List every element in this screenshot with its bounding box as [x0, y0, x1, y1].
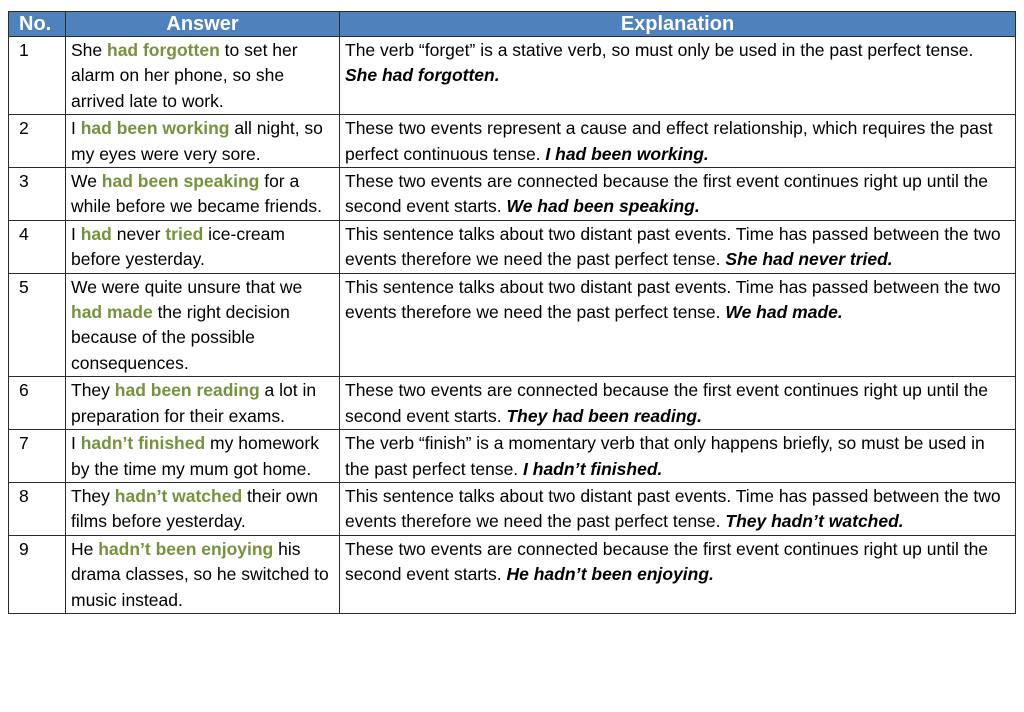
- explanation-cell: [340, 273, 1016, 377]
- explanation-emphasis: We had been speaking.: [501, 196, 700, 217]
- highlighted-verb: had been reading: [114, 380, 260, 401]
- explanation-emphasis: They had been reading.: [501, 405, 702, 426]
- answer-table: [8, 11, 1016, 614]
- answer-text: He: [71, 538, 99, 559]
- answer-text: We: [71, 171, 102, 192]
- row-number: 5: [9, 273, 66, 377]
- header-answer: Answer: [66, 12, 340, 37]
- answer-cell: [66, 220, 340, 273]
- explanation-cell: [340, 115, 1016, 168]
- answer-cell: [66, 273, 340, 377]
- row-number: 6: [9, 377, 66, 430]
- answer-text: never: [111, 223, 166, 244]
- highlighted-verb: hadn’t watched: [114, 485, 243, 506]
- row-number: 8: [9, 482, 66, 535]
- explanation-text: These two events are connected because the first event continues right up until the second event starts.: [345, 538, 989, 585]
- highlighted-verb: had been working: [80, 118, 230, 139]
- answer-text: a lot in preparation for their exams.: [71, 380, 317, 426]
- table-row: [9, 430, 1016, 483]
- explanation-text: These two events are connected because the first event continues right up until the second event starts.: [345, 380, 989, 426]
- explanation-cell: [340, 377, 1016, 430]
- explanation-text: The verb “finish” is a momentary verb that only happens briefly, so must be used in the past perfect tense.: [345, 433, 985, 479]
- row-number: 3: [9, 168, 66, 221]
- answer-text: my homework by the time my mum got home.: [71, 433, 319, 479]
- answer-cell: [66, 115, 340, 168]
- explanation-cell: [340, 37, 1016, 115]
- header-no: No.: [9, 12, 66, 37]
- answer-cell: [66, 535, 340, 613]
- explanation-emphasis: I hadn’t finished.: [523, 458, 663, 479]
- table-row: [9, 37, 1016, 115]
- answer-cell: [66, 377, 340, 430]
- explanation-cell: [340, 168, 1016, 221]
- explanation-text: These two events are connected because the first event continues right up until the second event starts.: [345, 171, 989, 217]
- explanation-text: This sentence talks about two distant past events. Time has passed between the two events therefore we need the past perfect tense.: [345, 223, 1001, 270]
- answer-text: to set her alarm on her phone, so she arrived late to work.: [71, 40, 298, 111]
- answer-text: for a while before we became friends.: [71, 171, 322, 217]
- answer-text: They: [71, 380, 115, 401]
- table-row: [9, 115, 1016, 168]
- answer-text: I: [71, 433, 81, 454]
- highlighted-verb: hadn’t been enjoying: [98, 538, 274, 559]
- table-header-row: [9, 12, 1016, 37]
- answer-text: ice-cream before yesterday.: [71, 223, 285, 270]
- answer-text: We were quite unsure that we: [71, 276, 303, 297]
- table-row: [9, 482, 1016, 535]
- highlighted-verb: tried: [165, 223, 204, 244]
- explanation-cell: [340, 220, 1016, 273]
- row-number: 7: [9, 430, 66, 483]
- table-row: [9, 535, 1016, 613]
- explanation-emphasis: She had forgotten.: [345, 65, 500, 86]
- row-number: 9: [9, 535, 66, 613]
- header-explanation: Explanation: [340, 12, 1016, 37]
- explanation-cell: [340, 535, 1016, 613]
- explanation-text: These two events represent a cause and effect relationship, which requires the past perfect continuous tense.: [345, 118, 993, 164]
- explanation-emphasis: I had been working.: [545, 143, 709, 164]
- explanation-emphasis: They hadn’t watched.: [725, 511, 904, 532]
- highlighted-verb: had: [80, 223, 112, 244]
- answer-cell: [66, 430, 340, 483]
- answer-text: his drama classes, so he switched to music instead.: [71, 538, 329, 610]
- row-number: 2: [9, 115, 66, 168]
- table-row: [9, 273, 1016, 377]
- explanation-text: This sentence talks about two distant past events. Time has passed between the two events therefore we need the past perfect tense.: [345, 276, 1001, 323]
- answer-text: all night, so my eyes were very sore.: [71, 118, 323, 164]
- answer-cell: [66, 168, 340, 221]
- explanation-emphasis: She had never tried.: [725, 249, 893, 270]
- answer-text: I: [71, 223, 81, 244]
- row-number: 1: [9, 37, 66, 115]
- row-number: 4: [9, 220, 66, 273]
- highlighted-verb: had forgotten: [107, 40, 220, 60]
- explanation-text: The verb “forget” is a stative verb, so must only be used in the past perfect tense.: [345, 40, 974, 60]
- table-row: [9, 377, 1016, 430]
- explanation-emphasis: He hadn’t been enjoying.: [501, 564, 714, 585]
- answer-text: their own films before yesterday.: [71, 485, 319, 532]
- answer-cell: [66, 482, 340, 535]
- highlighted-verb: hadn’t finished: [80, 433, 206, 454]
- table-row: [9, 220, 1016, 273]
- explanation-cell: [340, 430, 1016, 483]
- explanation-cell: [340, 482, 1016, 535]
- highlighted-verb: had been speaking: [101, 171, 260, 192]
- answer-text: They: [71, 485, 115, 506]
- answer-text: She: [71, 40, 107, 60]
- answer-text: the right decision because of the possible consequences.: [71, 302, 290, 373]
- explanation-text: This sentence talks about two distant past events. Time has passed between the two events therefore we need the past perfect tense.: [345, 485, 1001, 532]
- answer-cell: [66, 37, 340, 115]
- table-row: [9, 168, 1016, 221]
- highlighted-verb: had made: [71, 302, 153, 323]
- answer-text: I: [71, 118, 81, 139]
- explanation-emphasis: We had made.: [725, 302, 843, 323]
